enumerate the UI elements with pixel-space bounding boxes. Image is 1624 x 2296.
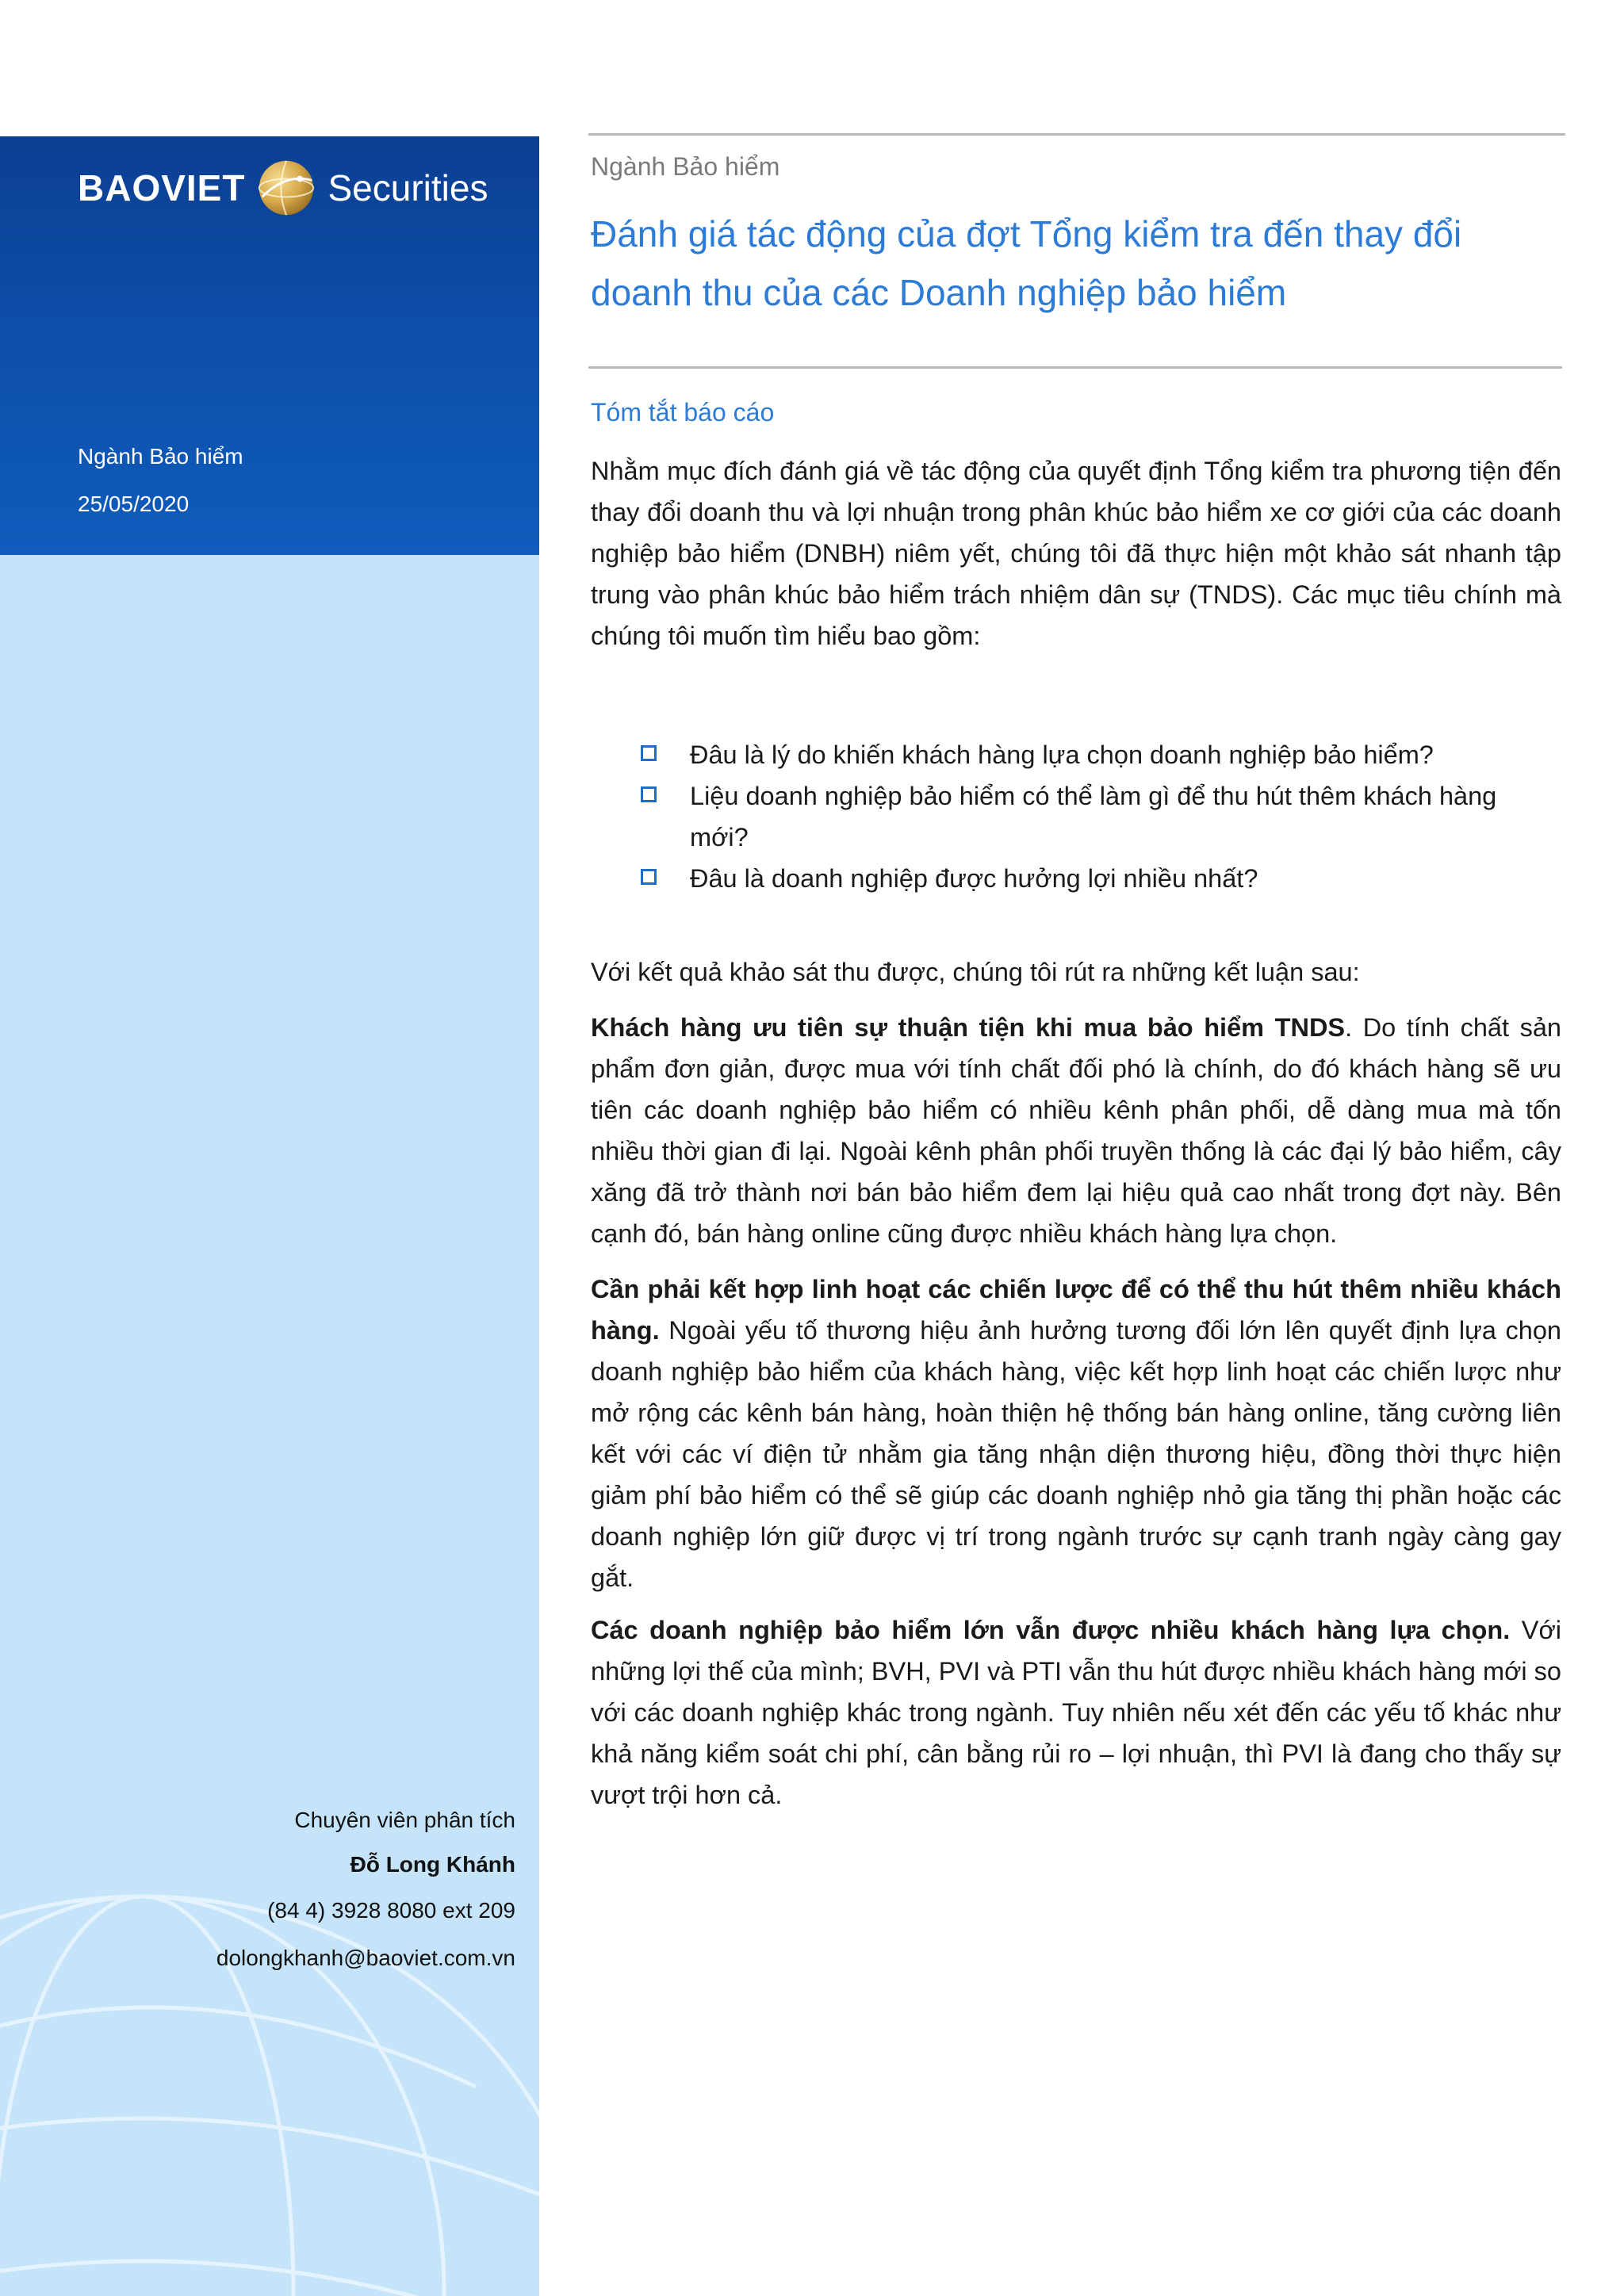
- sidebar: [0, 136, 539, 2296]
- finding-text: Ngoài yếu tố thương hiệu ảnh hưởng tương đối lớn lên quyết định lựa chọn doanh nghiệp bảo hiểm của khách hàng, việc kết hợp linh hoạt các chiến lược như mở rộng các kênh bán hàng, hoàn thiện hệ thống bán hàng online, tăng cường liên kết với các ví điện tử nhằm gia tăng nhận diện thương hiệu, đồng thời thực hiện giảm phí bảo hiểm có thể sẽ giúp các doanh nghiệp nhỏ gia tăng thị phần hoặc các doanh nghiệp lớn giữ được vị trí trong ngành trước sự cạnh tranh ngày càng gay gắt.: [591, 1316, 1561, 1592]
- finding-2: [591, 1269, 1561, 1598]
- globe-decoration-icon: [0, 1881, 539, 2296]
- square-bullet-icon: [641, 745, 657, 761]
- analyst-email[interactable]: dolongkhanh@baoviet.com.vn: [216, 1946, 515, 1970]
- sidebar-sector: Ngành Bảo hiểm: [78, 444, 243, 469]
- brand-name-left: BAOVIET: [78, 167, 246, 209]
- sidebar-date: 25/05/2020: [78, 492, 190, 516]
- summary-intro: Nhằm mục đích đánh giá về tác động của quyết định Tổng kiểm tra phương tiện đến thay đổi doanh thu và lợi nhuận trong phân khúc bảo hiểm xe cơ giới của các doanh nghiệp bảo hiểm (DNBH) niêm yết, chúng tôi đã thực hiện một khảo sát nhanh tập trung vào phân khúc bảo hiểm trách nhiệm dân sự (TNDS). Các mục tiêu chính mà chúng tôi muốn tìm hiểu bao gồm:: [591, 457, 1561, 650]
- globe-logo-icon: [256, 158, 316, 218]
- question-item: Liệu doanh nghiệp bảo hiểm có thể làm gì để thu hút thêm khách hàng mới?: [641, 775, 1561, 858]
- finding-3: [591, 1609, 1561, 1816]
- top-divider: [588, 133, 1565, 136]
- finding-1: [591, 1007, 1561, 1254]
- brand-name-right: Securities: [327, 167, 488, 209]
- analyst-name: Đỗ Long Khánh: [350, 1852, 515, 1877]
- conclusion-intro-block: [591, 951, 1561, 993]
- title-divider: [588, 366, 1562, 369]
- report-sector: Ngành Bảo hiểm: [591, 152, 780, 181]
- analyst-phone: (84 4) 3928 8080 ext 209: [267, 1898, 515, 1923]
- finding-heading: Khách hàng ưu tiên sự thuận tiện khi mua bảo hiểm TNDS: [591, 1013, 1346, 1042]
- question-list: [641, 734, 1561, 899]
- brand-logo: [78, 152, 488, 224]
- report-title: Đánh giá tác động của đợt Tổng kiểm tra đến thay đổi doanh thu của các Doanh nghiệp bảo hiểm: [591, 213, 1462, 313]
- finding-heading: Các doanh nghiệp bảo hiểm lớn vẫn được nhiều khách hàng lựa chọn.: [591, 1616, 1511, 1644]
- question-item: Đâu là doanh nghiệp được hưởng lợi nhiều nhất?: [641, 858, 1561, 899]
- analyst-role: Chuyên viên phân tích: [294, 1808, 515, 1832]
- finding-heading: Cần phải kết hợp linh hoạt các chiến lược để có thể thu hút thêm nhiều khách hàng.: [591, 1275, 1561, 1345]
- square-bullet-icon: [641, 786, 657, 802]
- finding-text: . Do tính chất sản phẩm đơn giản, được mua với tính chất đối phó là chính, do đó khách hàng sẽ ưu tiên các doanh nghiệp bảo hiểm có nhiều kênh phân phối, dễ dàng mua mà tốn nhiều thời gian đi lại. Ngoài kênh phân phối truyền thống là các đại lý bảo hiểm, cây xăng đã trở thành nơi bán bảo hiểm đem lại hiệu quả cao nhất trong đợt này. Bên cạnh đó, bán hàng online cũng được nhiều khách hàng lựa chọn.: [591, 1013, 1561, 1248]
- summary-intro-block: [591, 450, 1561, 656]
- summary-heading: Tóm tắt báo cáo: [591, 398, 775, 427]
- question-item: Đâu là lý do khiến khách hàng lựa chọn doanh nghiệp bảo hiểm?: [641, 734, 1561, 775]
- conclusion-intro: Với kết quả khảo sát thu được, chúng tôi rút ra những kết luận sau:: [591, 958, 1360, 986]
- finding-text: Với những lợi thế của mình; BVH, PVI và PTI vẫn thu hút được nhiều khách hàng mới so với các doanh nghiệp khác trong ngành. Tuy nhiên nếu xét đến các yếu tố khác như khả năng kiểm soát chi phí, cân bằng rủi ro – lợi nhuận, thì PVI là đang cho thấy sự vượt trội hơn cả.: [591, 1616, 1562, 1809]
- square-bullet-icon: [641, 869, 657, 885]
- sidebar-header-band: [0, 136, 539, 555]
